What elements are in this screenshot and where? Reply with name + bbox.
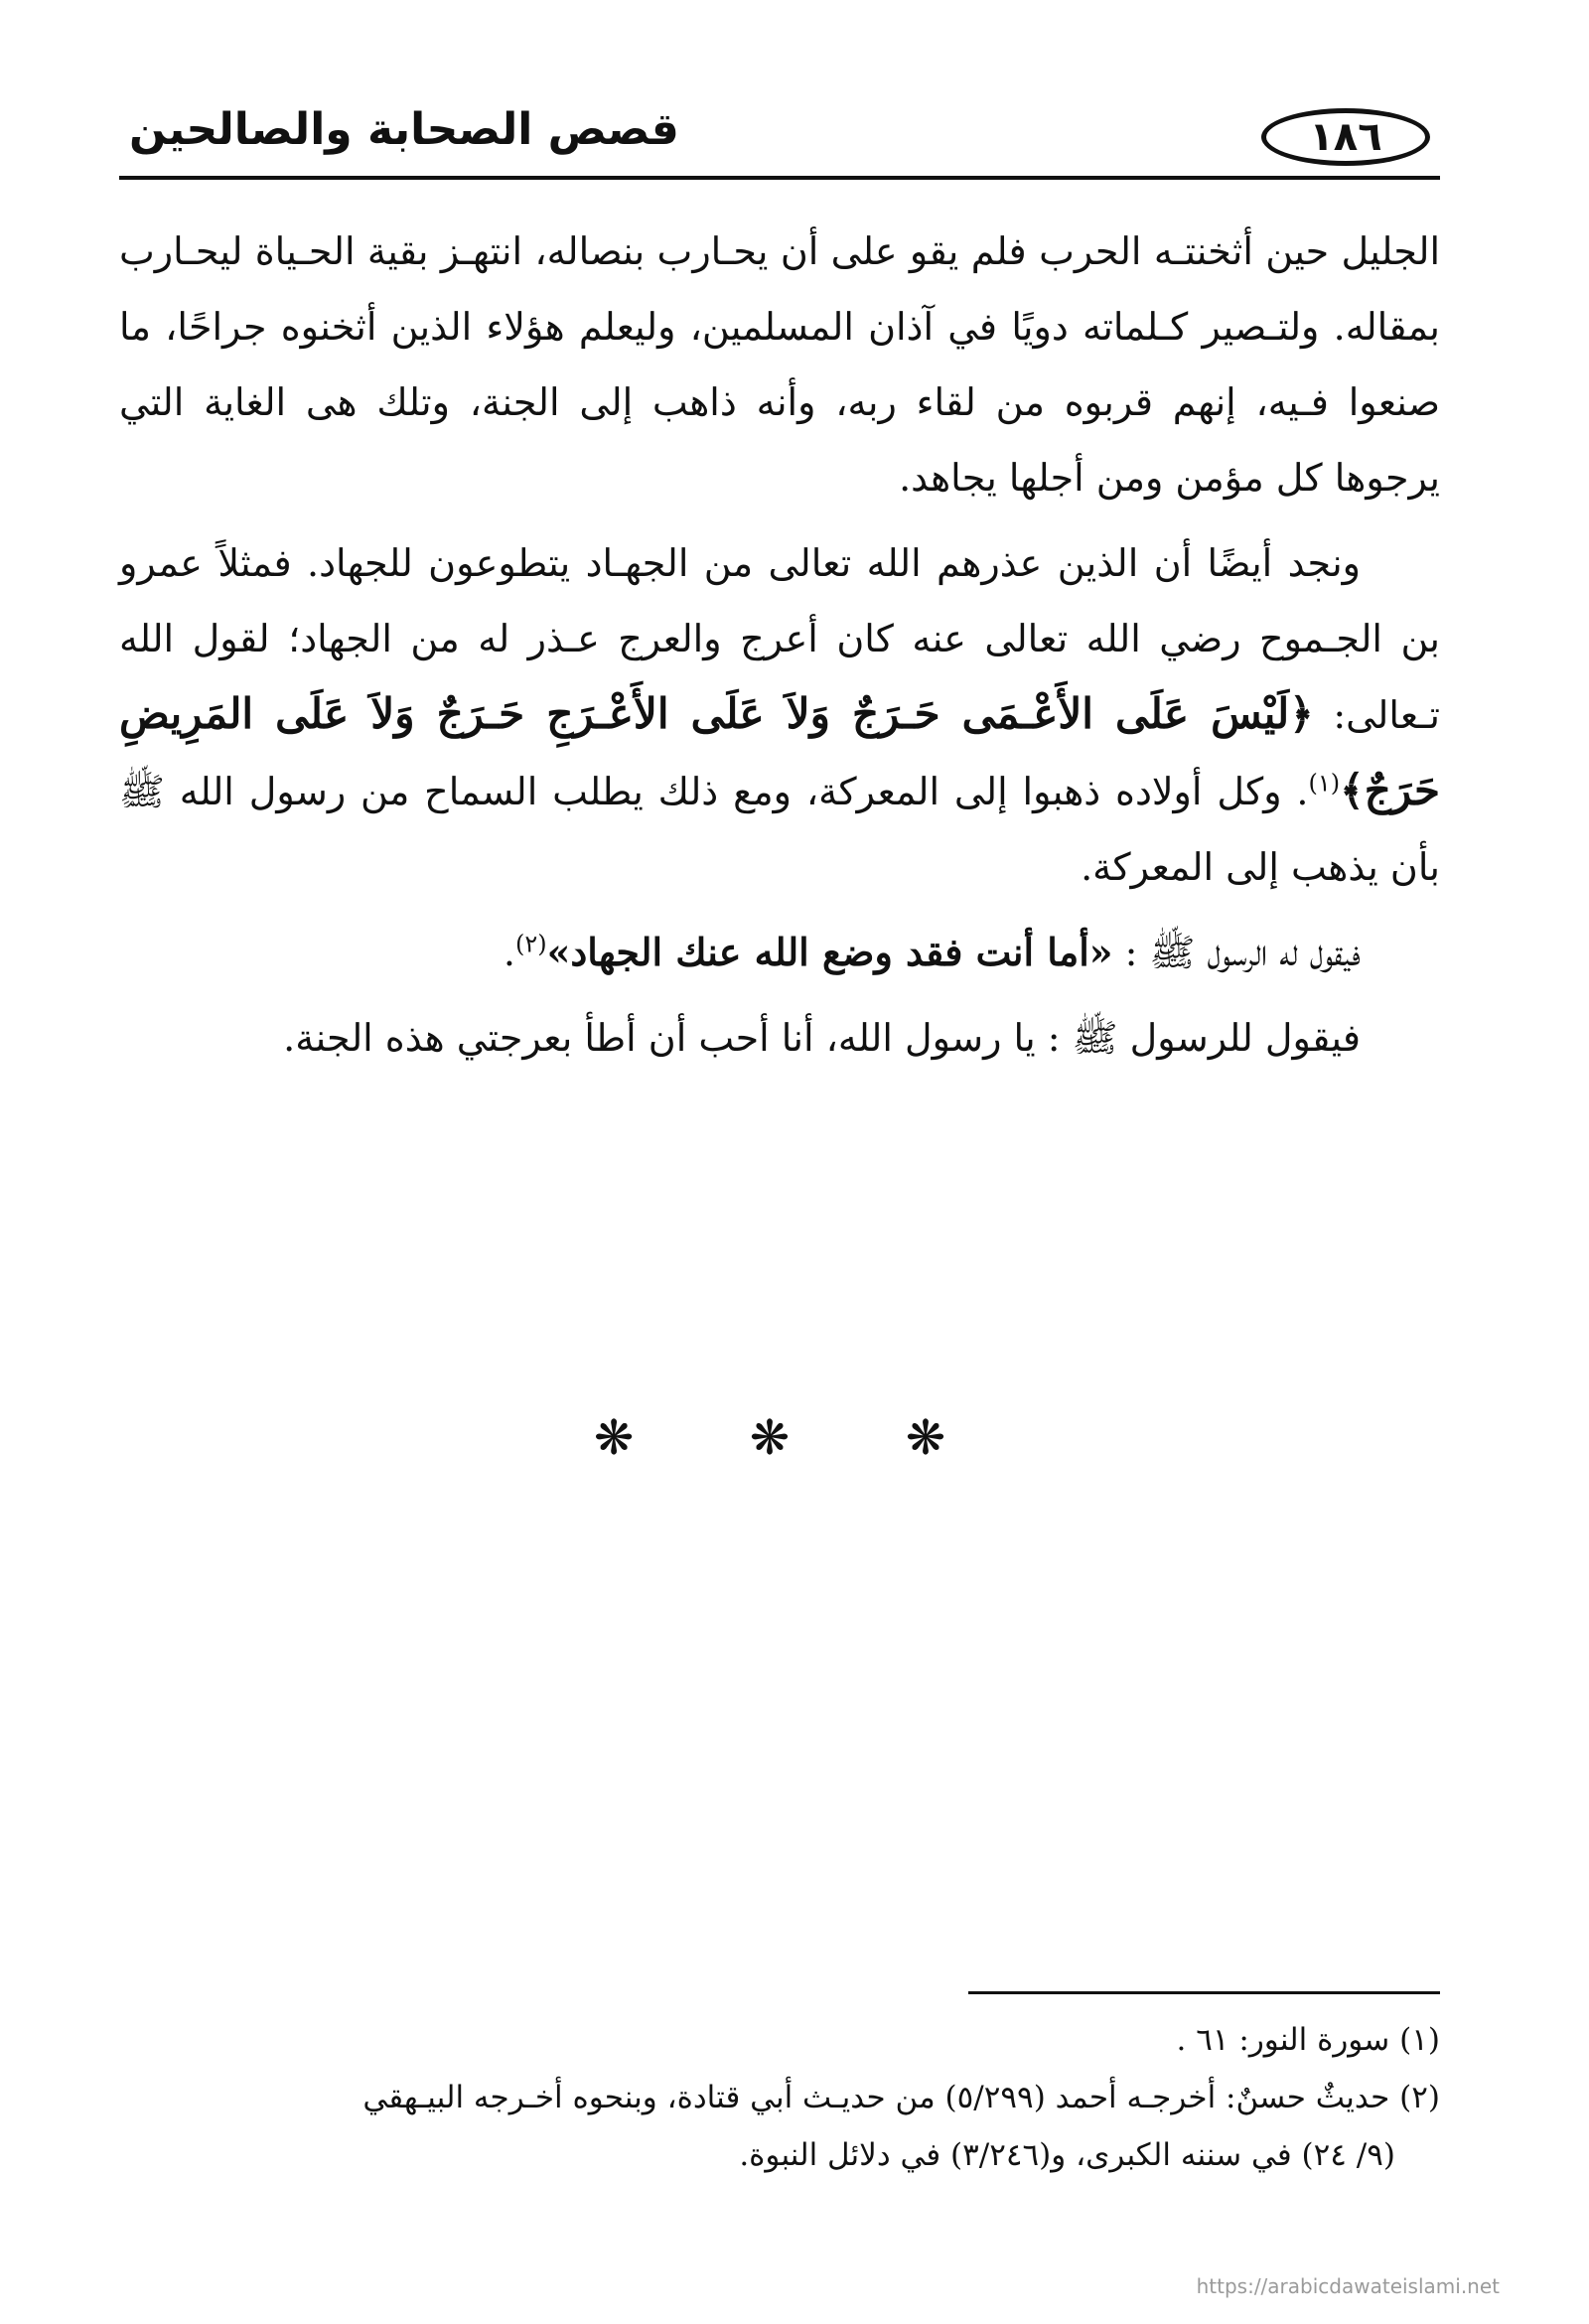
hadith-quote: «أما أنت فقد وضع الله عنك الجهاد» [546,930,1113,974]
paragraph-1: الجليل حين أثخنتـه الحرب فلم يقو على أن يحـارب بنصاله، انتهـز بقية الحـياة ليحـارب بمقاله. ولتـصير كـلماته دويًا في آذان المسلمين، وليعلم هؤلاء الذين أثخنوه جراحًا، ما صنعوا فـيه، إنهم قربوه من لقاء ربه، وأنه ذاهب إلى الجنة، وتلك هى الغاية التي يرجوها كل مؤمن ومن أجلها يجاهد. [119,229,1440,500]
quran-verse: ﴿لَيْسَ عَلَى الأَعْـمَى حَـرَجٌ وَلاَ عَلَى الأَعْـرَجِ حَـرَجٌ وَلاَ عَلَى المَرِيضِ حَرَجٌ﴾ [119,689,1440,814]
footnote-2-line-2: (٩/ ٢٤) في سننه الكبرى، و(٣/٢٤٦) في دلائل النبوة. [739,2137,1395,2173]
watermark-url: https://arabicdawateislami.net [1196,2274,1500,2298]
paragraph-4: فيقول للرسول ﷺ : يا رسول الله، أنا أحب أن أطأ بعرجتي هذه الجنة. [283,1016,1361,1060]
section-separator: ❋ ❋ ❋ [593,1410,996,1466]
paragraph-2-intro: ونجد أيضًا أن الذين عذرهم الله تعالى من الجهـاد يتطوعون للجهاد. فمثلاً عمرو بن الجـموح رضي الله تعالى عنه كان أعرج والعرج عـذر له من الجهاد؛ لقول الله تـعالى: [119,541,1440,737]
book-title: قصص الصحابة والصالحين [129,104,679,155]
page-header [119,94,1440,184]
paragraph-2-rest: . وكل أولاده ذهبوا إلى المعركة، ومع ذلك يطلب السماح من رسول الله ﷺ بأن يذهب إلى المعركة. [119,770,1440,889]
footnote-2-line-1: (٢) حديثٌ حسنٌ: أخرجـه أحمد (٥/٢٩٩) من حديـث أبي قتادة، وبنحوه أخـرجه البيـهقي [362,2080,1440,2115]
page-number: ١٨٦ [1261,108,1430,166]
footnote-marker-2: (٢) [514,930,547,958]
paragraph-3-intro: فيقول له الرسول ﷺ : [1124,931,1361,974]
footnote-1: (١) سورة النور: ٦١ . [1176,2022,1440,2058]
body-text [119,214,1440,1086]
paragraph-3 [119,915,1440,990]
header-rule [119,176,1440,180]
footnote-rule [968,1991,1440,1994]
paragraph-3-end: . [503,931,515,974]
footnotes [119,2011,1440,2184]
footnote-marker-1: (١) [1308,769,1341,798]
paragraph-2 [119,525,1440,905]
